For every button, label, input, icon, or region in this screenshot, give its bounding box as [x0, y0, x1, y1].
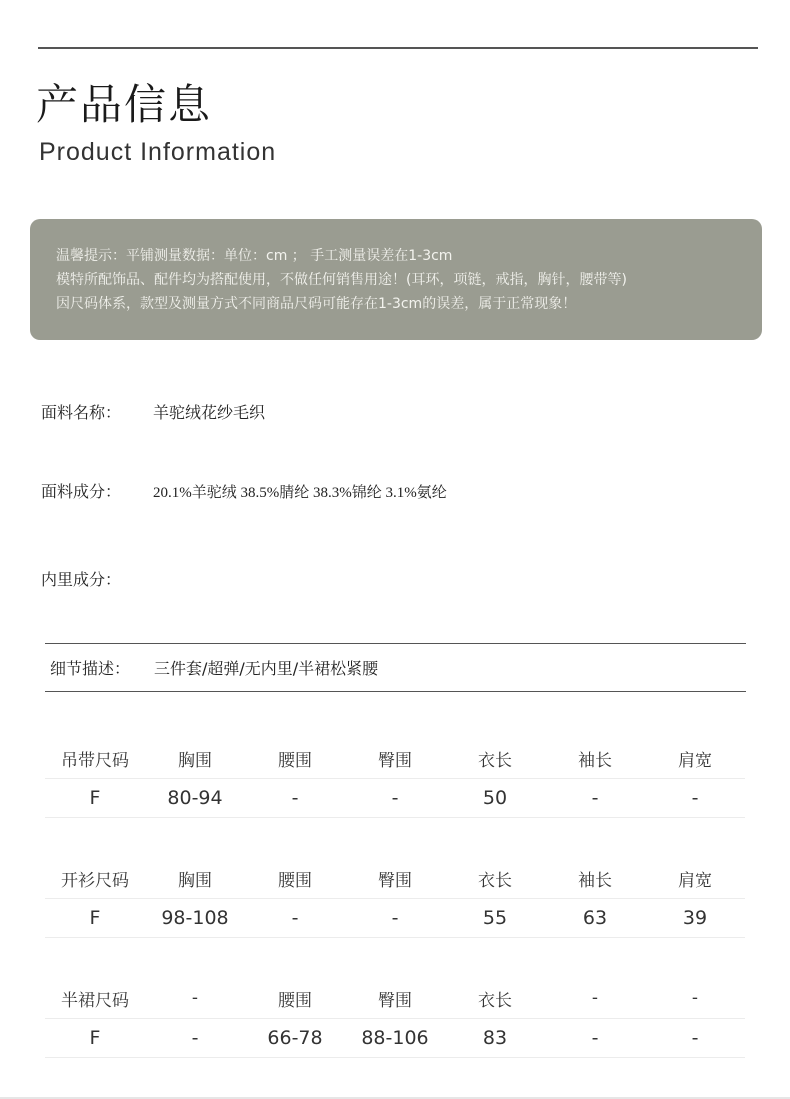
size-value-cell: 50: [445, 779, 545, 818]
details-bottom-divider: [45, 691, 746, 692]
size-value-cell: -: [645, 1019, 745, 1058]
size-header-cell: 腰围: [278, 990, 312, 1011]
page-title: 产品信息: [36, 80, 213, 129]
notice-line: 模特所配饰品、配件均为搭配使用，不做任何销售用途！(耳环，项链，戒指，胸针，腰带等): [56, 272, 627, 288]
notice-line: 温馨提示：平铺测量数据：单位：cm ； 手工测量误差在1-3cm: [56, 248, 453, 264]
size-table-value-row: [45, 899, 745, 938]
size-value-cell: -: [545, 779, 645, 818]
fabric-name-row: [41, 400, 265, 423]
size-table-cardigan: [45, 858, 745, 938]
size-table-header-row: [45, 978, 745, 1019]
size-value-cell: 63: [545, 899, 645, 938]
size-header-cell: -: [191, 988, 199, 1008]
lining-composition-label: 内里成分：: [41, 570, 122, 589]
top-divider: [38, 47, 758, 49]
size-header-cell: 开衫尺码: [61, 870, 129, 891]
notice-box: [30, 219, 762, 340]
details-label: 细节描述：: [50, 659, 131, 678]
details-row: [50, 656, 378, 679]
size-value-cell: F: [45, 1019, 145, 1058]
size-header-cell: 臀围: [378, 870, 412, 891]
size-header-cell: -: [591, 988, 599, 1008]
size-table-header-row: [45, 858, 745, 899]
fabric-name-value: 羊驼绒花纱毛织: [153, 403, 266, 422]
size-value-cell: -: [245, 899, 345, 938]
size-header-cell: 腰围: [278, 870, 312, 891]
notice-line: 因尺码体系，款型及测量方式不同商品尺码可能存在1-3cm的误差，属于正常现象！: [56, 296, 577, 312]
size-header-cell: 袖长: [578, 870, 612, 891]
size-value-cell: 88-106: [345, 1019, 445, 1058]
size-header-cell: 臀围: [378, 750, 412, 771]
size-value-cell: -: [345, 899, 445, 938]
size-value-cell: F: [45, 899, 145, 938]
size-header-cell: 腰围: [278, 750, 312, 771]
size-header-cell: 胸围: [178, 750, 212, 771]
size-value-cell: 39: [645, 899, 745, 938]
size-table-value-row: [45, 779, 745, 818]
size-value-cell: -: [545, 1019, 645, 1058]
details-top-divider: [45, 643, 746, 644]
fabric-composition-row: [41, 479, 447, 502]
size-value-cell: F: [45, 779, 145, 818]
size-value-cell: -: [245, 779, 345, 818]
fabric-composition-label: 面料成分：: [41, 482, 122, 501]
size-header-cell: 肩宽: [678, 750, 712, 771]
size-header-cell: 衣长: [478, 990, 512, 1011]
size-header-cell: 肩宽: [678, 870, 712, 891]
size-header-cell: 袖长: [578, 750, 612, 771]
fabric-composition-value: 20.1%羊驼绒 38.5%腈纶 38.3%锦纶 3.1%氨纶: [153, 485, 447, 501]
size-table-header-row: [45, 738, 745, 779]
size-header-cell: 衣长: [478, 870, 512, 891]
lining-composition-row: [41, 567, 153, 590]
size-value-cell: -: [145, 1019, 245, 1058]
size-header-cell: 吊带尺码: [61, 750, 129, 771]
size-header-cell: 胸围: [178, 870, 212, 891]
size-table-value-row: [45, 1019, 745, 1058]
size-value-cell: 98-108: [145, 899, 245, 938]
size-table-camisole: [45, 738, 745, 818]
size-value-cell: 80-94: [145, 779, 245, 818]
size-value-cell: -: [645, 779, 745, 818]
size-header-cell: -: [691, 988, 699, 1008]
size-value-cell: 66-78: [245, 1019, 345, 1058]
size-value-cell: -: [345, 779, 445, 818]
size-header-cell: 臀围: [378, 990, 412, 1011]
details-value: 三件套/超弹/无内里/半裙松紧腰: [154, 659, 379, 678]
size-table-skirt: [45, 978, 745, 1058]
fabric-name-label: 面料名称：: [41, 403, 122, 422]
size-value-cell: 55: [445, 899, 545, 938]
size-header-cell: 半裙尺码: [61, 990, 129, 1011]
size-header-cell: 衣长: [478, 750, 512, 771]
size-value-cell: 83: [445, 1019, 545, 1058]
page-subtitle: Product Information: [39, 138, 277, 166]
